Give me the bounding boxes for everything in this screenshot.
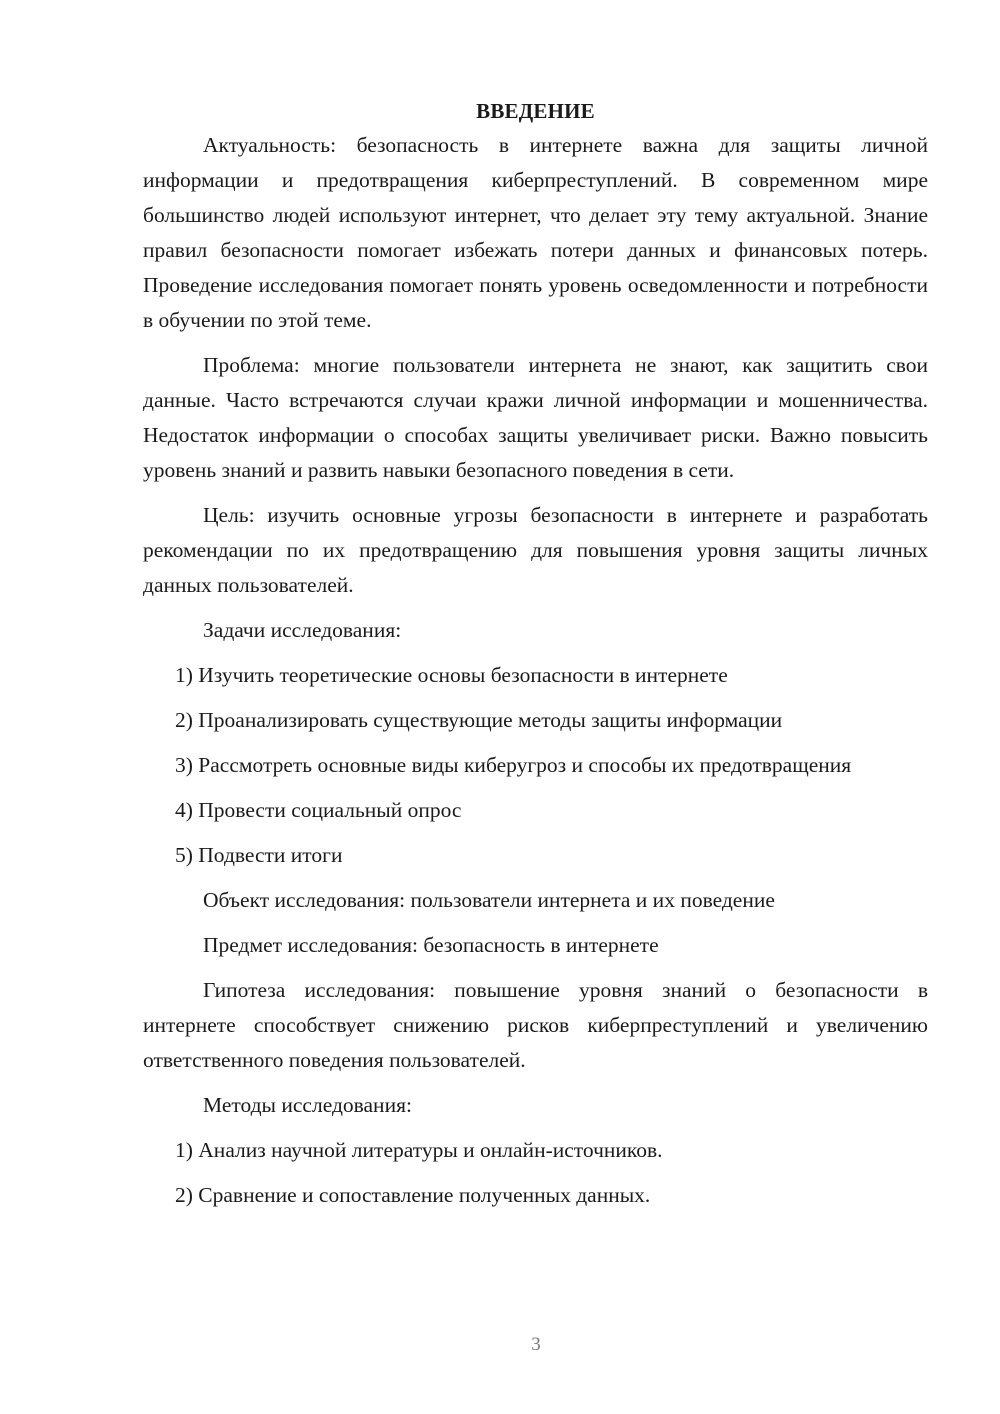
research-object: Объект исследования: пользователи интернета и их поведение bbox=[203, 888, 775, 912]
tasks-heading: Задачи исследования: bbox=[203, 618, 402, 642]
task-item: 5) Подвести итоги bbox=[175, 843, 343, 867]
task-item: 2) Проанализировать существующие методы защиты информации bbox=[175, 708, 783, 732]
relevance-paragraph: Актуальность: безопасность в интернете важна для защиты личной информации и предотвращения киберпреступлений. В современном мире большинство людей используют интернет, что делает эту тему актуальной. Знание правил безопасности помогает избежать потери данных и финансовых потерь. Проведение исследования помогает понять уровень осведомленности и потребности в обучении по этой теме. bbox=[143, 133, 928, 332]
document-page bbox=[143, 96, 928, 1223]
goal-paragraph: Цель: изучить основные угрозы безопасности в интернете и разработать рекомендации по их предотвращению для повышения уровня защиты личных данных пользователей. bbox=[143, 503, 928, 597]
methods-heading: Методы исследования: bbox=[203, 1093, 412, 1117]
task-item: 4) Провести социальный опрос bbox=[175, 798, 462, 822]
method-item: 2) Сравнение и сопоставление полученных данных. bbox=[175, 1183, 651, 1207]
page-number: 3 bbox=[531, 1334, 541, 1355]
problem-paragraph: Проблема: многие пользователи интернета не знают, как защитить свои данные. Часто встречаются случаи кражи личной информации и мошенничества. Недостаток информации о способах защиты увеличивает риски. Важно повысить уровень знаний и развить навыки безопасного поведения в сети. bbox=[143, 353, 928, 482]
hypothesis-paragraph: Гипотеза исследования: повышение уровня знаний о безопасности в интернете способствует снижению рисков киберпреступлений и увеличению ответственного поведения пользователей. bbox=[143, 978, 928, 1072]
research-subject: Предмет исследования: безопасность в интернете bbox=[203, 933, 659, 957]
task-item: 3) Рассмотреть основные виды киберугроз и способы их предотвращения bbox=[175, 753, 852, 777]
task-item: 1) Изучить теоретические основы безопасности в интернете bbox=[175, 663, 728, 687]
method-item: 1) Анализ научной литературы и онлайн-источников. bbox=[175, 1138, 663, 1162]
section-title: ВВЕДЕНИЕ bbox=[476, 99, 595, 123]
